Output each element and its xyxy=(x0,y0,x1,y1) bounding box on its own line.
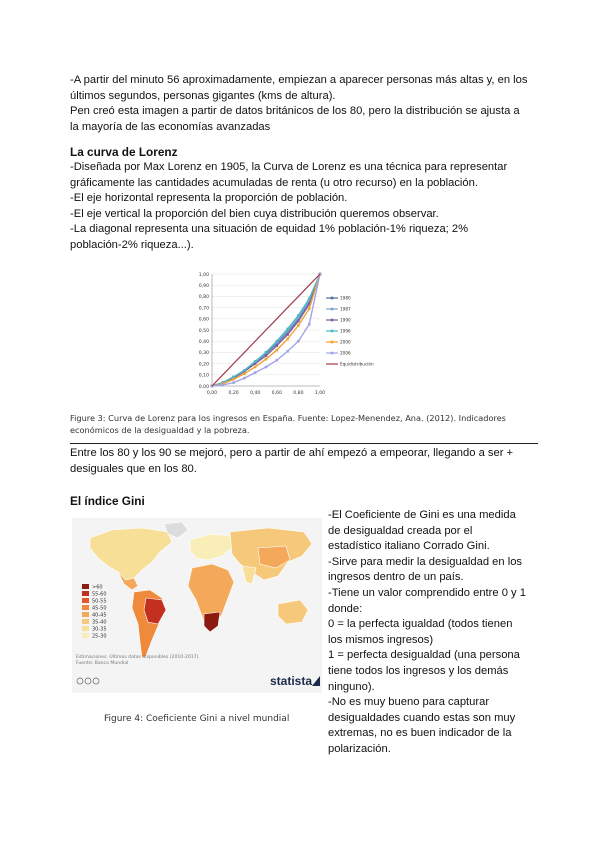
data-point-1990 xyxy=(286,333,289,336)
data-point-2000 xyxy=(232,378,235,381)
y-tick-label: 1,00 xyxy=(198,272,209,278)
gini-line: ingresos dentro de un país. xyxy=(328,571,464,584)
gini-line: -Sirve para medir la desigualdad en los xyxy=(328,555,523,568)
legend-label: 50-55 xyxy=(92,598,107,605)
gini-heading: El índice Gini xyxy=(70,494,145,508)
legend-marker-1996 xyxy=(331,330,334,333)
data-point-2000 xyxy=(254,366,257,369)
legend-label: 30-35 xyxy=(92,626,107,633)
y-tick-label: 0,70 xyxy=(198,306,209,312)
legend-swatch xyxy=(82,598,89,603)
data-point-2000 xyxy=(297,324,300,327)
gini-line: 1 = perfecta desigualdad (una persona xyxy=(328,649,520,662)
legend-marker-1987 xyxy=(331,308,334,311)
legend-label: >60 xyxy=(92,584,103,591)
gini-line: polarización. xyxy=(328,742,391,755)
statista-logo: statista xyxy=(270,674,313,688)
caption-line: económicos de la desigualdad y la pobreza. xyxy=(70,425,250,435)
gini-line: extremas, no es buen indicador de la xyxy=(328,727,512,740)
map-note-line: Estimaciones. Últimos datos disponibles (2010-2017). xyxy=(76,655,200,660)
x-tick-label: 0,40 xyxy=(250,391,261,396)
y-tick-label: 0,30 xyxy=(198,351,209,357)
data-point-2000 xyxy=(265,358,268,361)
legend-swatch xyxy=(82,633,89,638)
legend-label: 35-40 xyxy=(92,619,107,626)
legend-marker-2000 xyxy=(331,341,334,344)
gini-paragraph xyxy=(328,508,526,758)
legend-label: 2006 xyxy=(340,350,351,356)
lorenz-heading: La curva de Lorenz xyxy=(70,145,178,159)
world-map-image xyxy=(72,518,322,693)
y-tick-label: 0,00 xyxy=(198,384,209,390)
legend-label: 25-30 xyxy=(92,633,107,640)
intro-line: últimos segundos, personas gigantes (kms de altura). xyxy=(70,89,336,102)
gini-line: ninguno). xyxy=(328,680,375,693)
legend-marker-1980 xyxy=(331,297,334,300)
data-point-2000 xyxy=(276,349,279,352)
x-tick-label: 0,20 xyxy=(228,391,239,396)
legend-label: 1980 xyxy=(340,295,351,301)
y-tick-label: 0,90 xyxy=(198,284,209,289)
x-tick-label: 0,80 xyxy=(293,391,304,396)
legend-label: 45-50 xyxy=(92,605,107,612)
legend-swatch xyxy=(82,605,89,610)
data-point-2006 xyxy=(265,366,268,369)
data-point-2000 xyxy=(286,338,289,341)
gini-line: de desigualdad creada por el xyxy=(328,524,473,537)
legend-label: 2000 xyxy=(340,339,351,345)
y-tick-label: 0,20 xyxy=(198,362,209,368)
data-point-1996 xyxy=(265,351,268,354)
data-point-1996 xyxy=(232,376,235,379)
chart-background xyxy=(192,266,362,402)
intro-paragraph xyxy=(70,73,527,135)
x-tick-label: 0,00 xyxy=(206,391,218,396)
gini-world-map xyxy=(72,518,322,693)
gini-line: -El Coeficiente de Gini es una medida xyxy=(328,509,516,521)
data-point-2006 xyxy=(276,359,279,362)
data-point-2006 xyxy=(286,350,289,353)
gini-line: los mismos ingresos) xyxy=(328,633,434,646)
legend-marker-2006 xyxy=(331,352,334,355)
intro-line: -A partir del minuto 56 aproximadamente, empiezan a aparecer personas más altas y, en los xyxy=(70,74,528,86)
data-point-1996 xyxy=(308,297,311,300)
caption-line: Figure 3: Curva de Lorenz para los ingresos en España. Fuente: Lopez-Menendez, Ana. (2012). Indicadores xyxy=(70,413,506,423)
legend-label: 40-45 xyxy=(92,612,107,619)
gini-line: donde: xyxy=(328,602,363,615)
data-point-2000 xyxy=(243,372,246,375)
lorenz-chart xyxy=(192,266,374,402)
gini-line: estadístico italiano Corrado Gini. xyxy=(328,540,490,553)
data-point-1996 xyxy=(254,360,257,363)
lorenz-line: gráficamente las cantidades acumuladas de renta (u otro recurso) en la población. xyxy=(70,176,478,189)
lorenz-line: -El eje horizontal representa la proporción de población. xyxy=(70,192,348,205)
legend-swatch xyxy=(82,619,89,624)
gini-line: tiene todos los ingresos y los demás xyxy=(328,664,509,677)
lorenz-line: -La diagonal representa una situación de equidad 1% población-1% riqueza; 2% xyxy=(70,223,469,236)
x-tick-label: 1,00 xyxy=(314,391,326,396)
map-note-line: Fuente: Banco Mundial xyxy=(76,661,129,666)
y-tick-label: 0,40 xyxy=(198,340,209,345)
legend-label: 55-60 xyxy=(92,591,107,598)
gini-line: -No es muy bueno para capturar xyxy=(328,696,490,709)
legend-label: 1987 xyxy=(340,306,351,312)
legend-swatch xyxy=(82,584,89,589)
intro-line: la mayoría de las economías avanzadas xyxy=(70,120,271,133)
data-point-1996 xyxy=(243,369,246,372)
gini-line: -Tiene un valor comprendido entre 0 y 1 xyxy=(328,586,526,599)
data-point-2006 xyxy=(254,371,257,374)
data-point-1990 xyxy=(297,320,300,323)
data-point-2006 xyxy=(232,381,235,384)
data-point-2000 xyxy=(308,307,311,310)
data-point-1996 xyxy=(286,328,289,331)
transition-line: Entre los 80 y los 90 se mejoró, pero a partir de ahí empezó a empeorar, llegando a ser + xyxy=(70,447,514,459)
legend-label: Equidistribución xyxy=(340,361,374,367)
figure-3-caption xyxy=(70,412,506,436)
legend-marker-1990 xyxy=(331,319,334,322)
data-point-1996 xyxy=(276,340,279,343)
data-point-2006 xyxy=(297,340,300,343)
legend-swatch xyxy=(82,612,89,617)
y-tick-label: 0,60 xyxy=(198,317,209,323)
y-tick-label: 0,10 xyxy=(198,373,209,379)
y-tick-label: 0,50 xyxy=(198,328,209,334)
intro-line: Pen creó esta imagen a partir de datos británicos de los 80, pero la distribución se ajusta a xyxy=(70,105,520,118)
data-point-2006 xyxy=(308,323,311,326)
figure-4-caption: Figure 4: Coeficiente Gini a nivel mundial xyxy=(104,714,290,724)
y-tick-label: 0,80 xyxy=(198,295,209,301)
legend-label: 1996 xyxy=(340,328,351,334)
lorenz-paragraph xyxy=(70,160,507,254)
transition-paragraph xyxy=(70,446,513,477)
lorenz-line: población-2% riqueza...). xyxy=(70,238,194,251)
gini-line: desigualdades cuando estas son muy xyxy=(328,711,516,724)
x-tick-label: 0,60 xyxy=(271,391,282,396)
lorenz-line: -Diseñada por Max Lorenz en 1905, la Curva de Lorenz es una técnica para representar xyxy=(70,161,508,173)
data-point-2006 xyxy=(243,377,246,380)
data-point-2006 xyxy=(222,384,225,387)
transition-line: desiguales que en los 80. xyxy=(70,462,197,475)
data-point-1996 xyxy=(297,314,300,317)
legend-swatch xyxy=(82,591,89,596)
data-point-1990 xyxy=(265,354,268,357)
gini-line: 0 = la perfecta igualdad (todos tienen xyxy=(328,618,513,631)
legend-swatch xyxy=(82,626,89,631)
divider xyxy=(70,443,538,444)
lorenz-line: -El eje vertical la proporción del bien cuya distribución queremos observar. xyxy=(70,207,439,220)
data-point-1990 xyxy=(276,344,279,347)
legend-label: 1990 xyxy=(340,317,351,323)
